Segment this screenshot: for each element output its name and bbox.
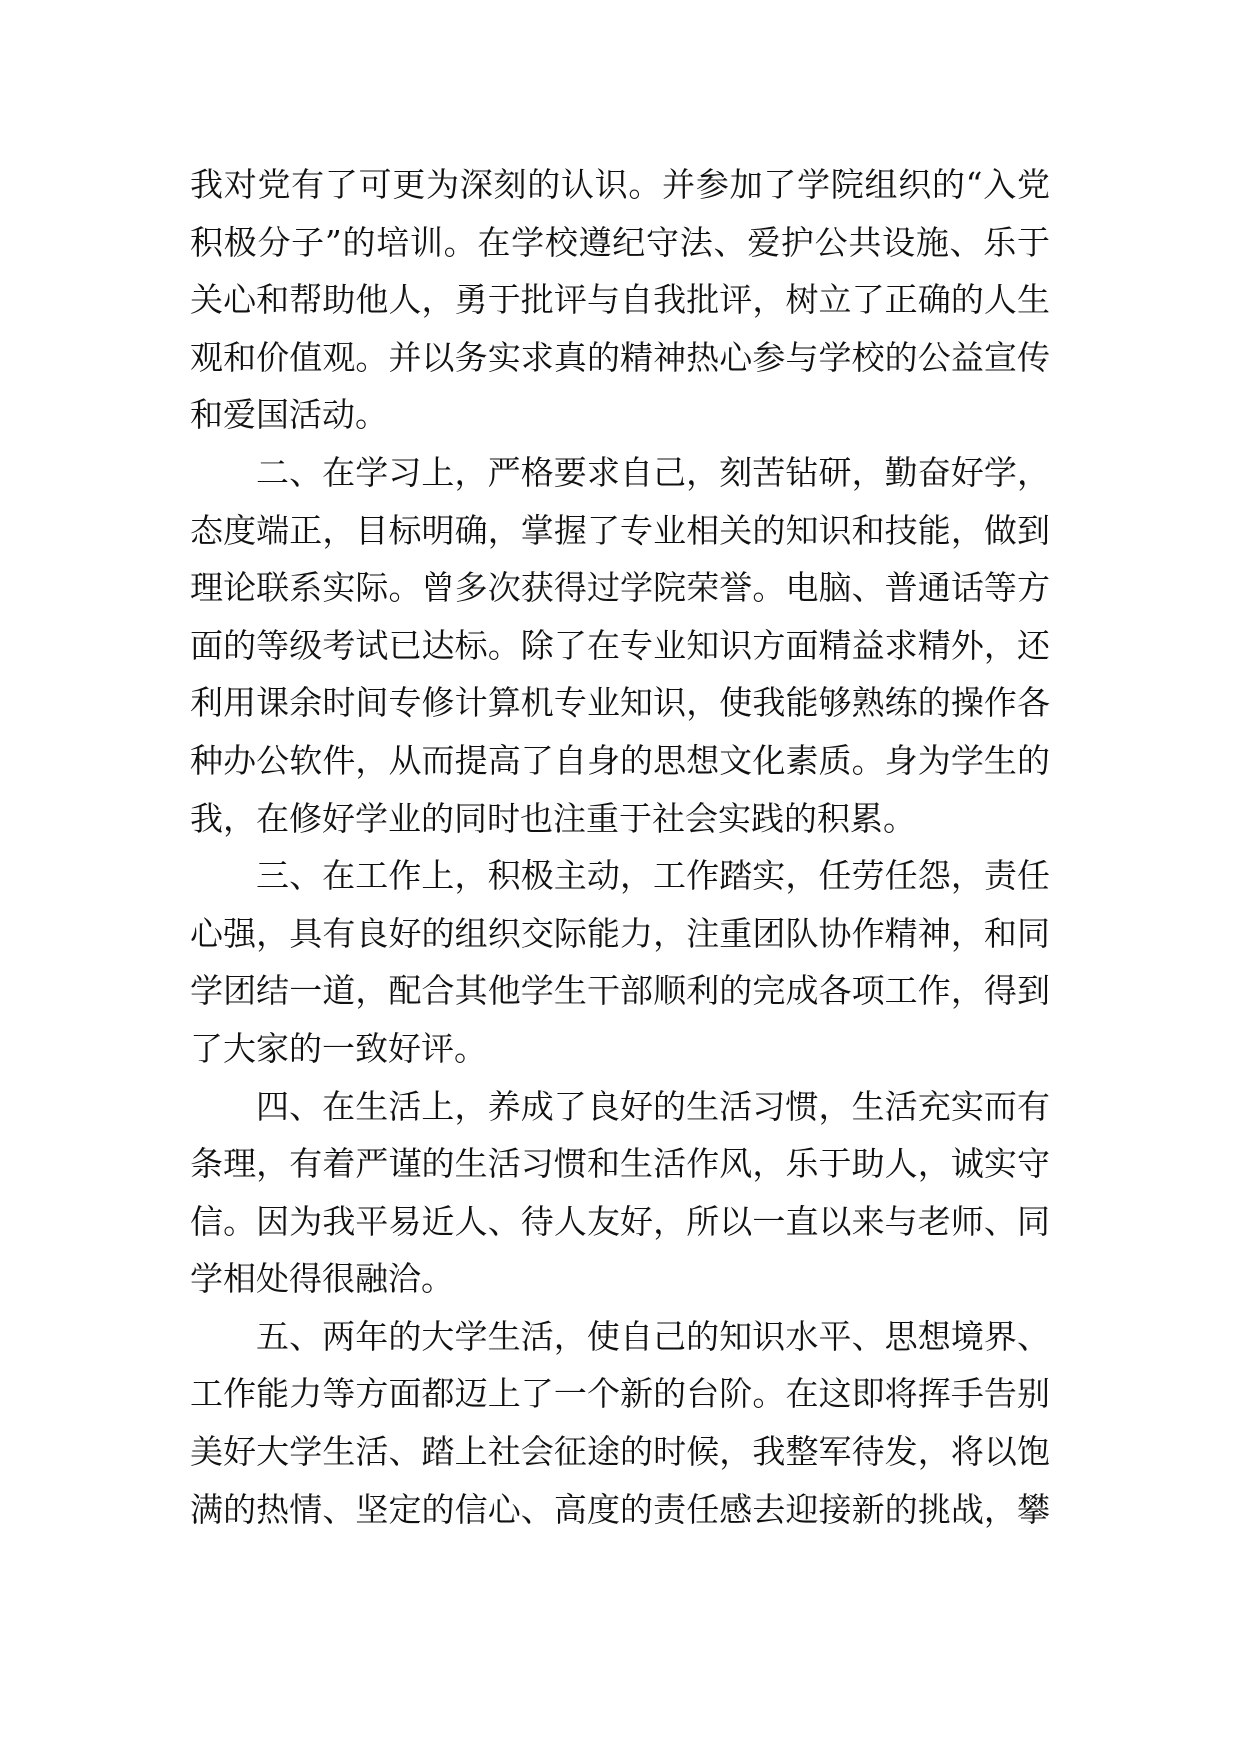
paragraph-first-line: 四、在生活上，养成了良好的生活习惯，生活充实而有 [256,1086,1050,1126]
text-line: 和爱国活动。 [190,395,388,435]
document-body [190,156,1050,1538]
paragraph-first-line: 三、在工作上，积极主动，工作踏实，任劳任怨，责任 [256,856,1050,896]
text-line: 积极分子”的培训。在学校遵纪守法、爱护公共设施、乐于 [190,222,1050,262]
text-line: 我对党有了可更为深刻的认识。并参加了学院组织的“入党 [190,165,1050,204]
text-line: 我，在修好学业的同时也注重于社会实践的积累。 [190,798,916,838]
text-line: 工作能力等方面都迈上了一个新的台阶。在这即将挥手告别 [190,1374,1050,1414]
text-line: 面的等级考试已达标。除了在专业知识方面精益求精外，还 [190,625,1050,665]
text-line: 利用课余时间专修计算机专业知识，使我能够熟练的操作各 [190,683,1050,723]
text-line: 关心和帮助他人，勇于批评与自我批评，树立了正确的人生 [190,280,1050,320]
text-line: 学相处得很融洽。 [190,1259,454,1299]
text-line: 信。因为我平易近人、待人友好，所以一直以来与老师、同 [190,1201,1050,1241]
text-line: 种办公软件，从而提高了自身的思想文化素质。身为学生的 [190,740,1050,780]
text-line: 观和价值观。并以务实求真的精神热心参与学校的公益宣传 [190,337,1050,377]
paragraph-first-line: 五、两年的大学生活，使自己的知识水平、思想境界、 [256,1316,1050,1356]
text-line: 理论联系实际。曾多次获得过学院荣誉。电脑、普通话等方 [190,568,1050,608]
text-line: 了大家的一致好评。 [190,1028,487,1068]
text-line: 学团结一道，配合其他学生干部顺利的完成各项工作，得到 [190,971,1050,1011]
text-line: 美好大学生活、踏上社会征途的时候，我整军待发，将以饱 [190,1432,1050,1472]
text-line: 满的热情、坚定的信心、高度的责任感去迎接新的挑战，攀 [190,1489,1050,1529]
text-line: 条理，有着严谨的生活习惯和生活作风，乐于助人，诚实守 [190,1144,1050,1184]
text-line: 态度端正，目标明确，掌握了专业相关的知识和技能，做到 [190,510,1050,550]
text-line: 心强，具有良好的组织交际能力，注重团队协作精神，和同 [190,913,1050,953]
paragraph-first-line: 二、在学习上，严格要求自己，刻苦钻研，勤奋好学， [256,452,1050,492]
